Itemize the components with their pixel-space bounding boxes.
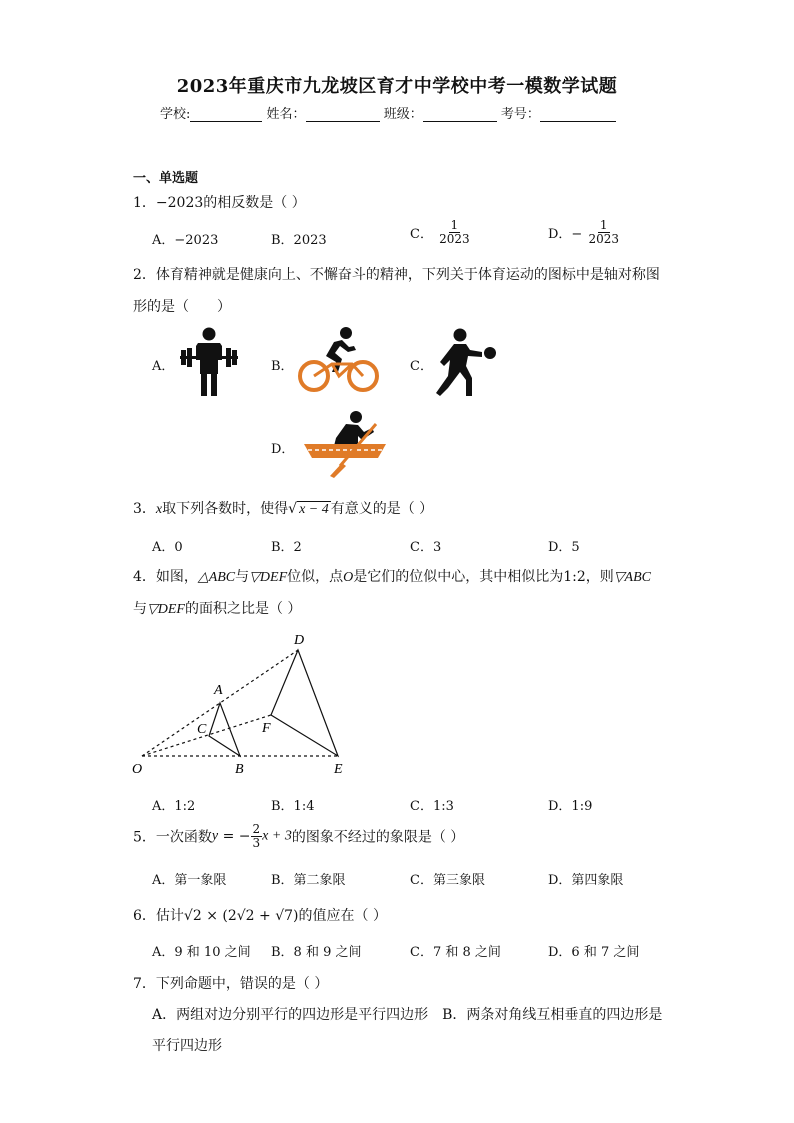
q1-c-prefix: C． — [410, 227, 433, 242]
q3-stem-post: 有意义的是（ ） — [330, 501, 434, 517]
q1-d-fraction — [586, 219, 621, 246]
homothety-figure — [128, 628, 358, 778]
q1-d-num: 1 — [599, 218, 608, 232]
q3-stem-mid: 取下列各数时，使得 — [162, 501, 289, 517]
cyclist-icon — [296, 326, 382, 394]
q4-triangle-def: ▽DEF — [249, 570, 288, 585]
page-title: 2023年重庆市九龙坡区育才中学校中考一模数学试题 — [176, 76, 618, 97]
q5-y: y — [211, 828, 219, 844]
q4-triangle-abc-2: ▽ABC — [613, 570, 651, 585]
q6-stem — [133, 905, 387, 925]
q4-text-d: 是它们的位似中心，其中相似比为 — [353, 569, 564, 585]
q1-stem: 1．−2023的相反数是（ ） — [133, 195, 306, 211]
class-label: 班级： — [383, 107, 423, 122]
q4-triangle-def-2: ▽DEF — [147, 602, 185, 617]
q1-option-a: A．−2023 — [152, 233, 219, 248]
triangle-def — [271, 650, 338, 756]
q1-option-d — [548, 219, 621, 246]
student-info-line — [160, 103, 616, 122]
q4-option-b: B．1:4 — [271, 799, 315, 814]
volleyball-player-icon — [434, 326, 498, 398]
q4-ratio: 1:2 — [563, 569, 586, 585]
q1-c-den: 2023 — [439, 232, 470, 246]
q4-text-c: 位似，点 — [287, 569, 344, 585]
q6-stem-post: 的值应在（ ） — [298, 908, 387, 924]
q4-stem-line1 — [133, 566, 651, 586]
q4-triangle-abc: △ABC — [197, 570, 236, 585]
q6-option-c: C．7 和 8 之间 — [410, 945, 501, 960]
school-blank — [190, 107, 262, 122]
line-o-f — [142, 715, 271, 756]
q4-text-e: ，则 — [585, 569, 614, 585]
exam-no-label: 考号： — [500, 107, 540, 122]
name-label: 姓名： — [266, 107, 306, 122]
q4-stem-line2 — [133, 598, 301, 618]
q7-option-line2: 平行四边形 — [152, 1038, 222, 1054]
q3-option-b: B．2 — [271, 540, 302, 555]
q1-option-b: B．2023 — [271, 233, 327, 248]
weightlifter-icon — [178, 326, 240, 398]
q3-option-c: C．3 — [410, 540, 442, 555]
exam-no-blank — [540, 107, 616, 122]
q4-point-o: O — [343, 570, 354, 585]
q4-text-g: 的面积之比是（ ） — [184, 601, 302, 617]
q6-option-d: D．6 和 7 之间 — [548, 945, 640, 960]
q5-option-d: D．第四象限 — [548, 873, 624, 888]
q3-option-d: D．5 — [548, 540, 580, 555]
q3-radicand: x − 4 — [299, 502, 329, 517]
q6-option-a: A．9 和 10 之间 — [152, 945, 251, 960]
q6-expression: √2 × (2√2 + √7) — [183, 908, 299, 924]
q2-stem-line1: 2．体育精神就是健康向上、不懈奋斗的精神，下列关于体育运动的图标中是轴对称图 — [133, 267, 660, 283]
q3-stem-pre: 3． — [133, 501, 156, 517]
q7-stem: 7．下列命题中，错误的是（ ） — [133, 976, 329, 992]
label-b: B — [235, 762, 244, 777]
label-e: E — [334, 762, 343, 777]
q1-d-prefix: D．− — [548, 227, 583, 242]
q3-option-a: A．0 — [152, 540, 183, 555]
q4-option-c: C．1:3 — [410, 799, 454, 814]
q4-text-b: 与 — [235, 569, 250, 585]
q4-text-a: 4．如图， — [133, 569, 198, 585]
class-blank — [423, 107, 497, 122]
q2-option-c-label: C． — [410, 359, 433, 374]
school-label: 学校: — [160, 107, 191, 122]
label-d: D — [294, 633, 305, 648]
q1-c-fraction — [437, 219, 472, 246]
q4-text-f: 与 — [133, 601, 147, 617]
label-a: A — [214, 683, 223, 698]
q2-option-b-label: B． — [271, 359, 294, 374]
q6-option-b: B．8 和 9 之间 — [271, 945, 362, 960]
q5-eq: = − — [218, 828, 251, 845]
q5-option-b: B．第二象限 — [271, 873, 346, 888]
rowing-icon — [300, 408, 390, 480]
section-title: 一、单选题 — [133, 171, 199, 186]
name-blank — [306, 107, 380, 122]
q5-num: 2 — [252, 822, 261, 836]
q4-option-a: A．1:2 — [152, 799, 196, 814]
label-f: F — [262, 721, 271, 736]
q2-option-d-label: D． — [271, 442, 295, 457]
q5-x-term: x + 3 — [262, 828, 292, 844]
q3-sqrt-sign: √ — [288, 501, 298, 517]
label-c: C — [197, 722, 207, 737]
q5-stem-post: 的图象不经过的象限是（ ） — [291, 829, 465, 846]
q6-stem-pre: 6．估计 — [133, 908, 184, 924]
q5-fraction — [251, 823, 263, 850]
q2-stem-line2: 形的是（ ） — [133, 299, 231, 315]
q7-option-line1: A．两组对边分别平行的四边形是平行四边形 B．两条对角线互相垂直的四边形是 — [152, 1007, 663, 1023]
q3-stem — [133, 498, 433, 518]
q1-d-den: 2023 — [588, 232, 620, 246]
q1-option-c — [410, 219, 472, 246]
label-o: O — [132, 762, 143, 777]
q5-stem — [133, 823, 464, 850]
q5-stem-pre: 5．一次函数 — [133, 829, 212, 846]
q5-option-a: A．第一象限 — [152, 873, 227, 888]
q2-option-a-label: A． — [152, 359, 175, 374]
q5-option-c: C．第三象限 — [410, 873, 485, 888]
q1-c-num: 1 — [450, 218, 459, 232]
q3-variable: x — [155, 502, 163, 517]
q5-den: 3 — [252, 836, 261, 850]
q4-option-d: D．1:9 — [548, 799, 593, 814]
